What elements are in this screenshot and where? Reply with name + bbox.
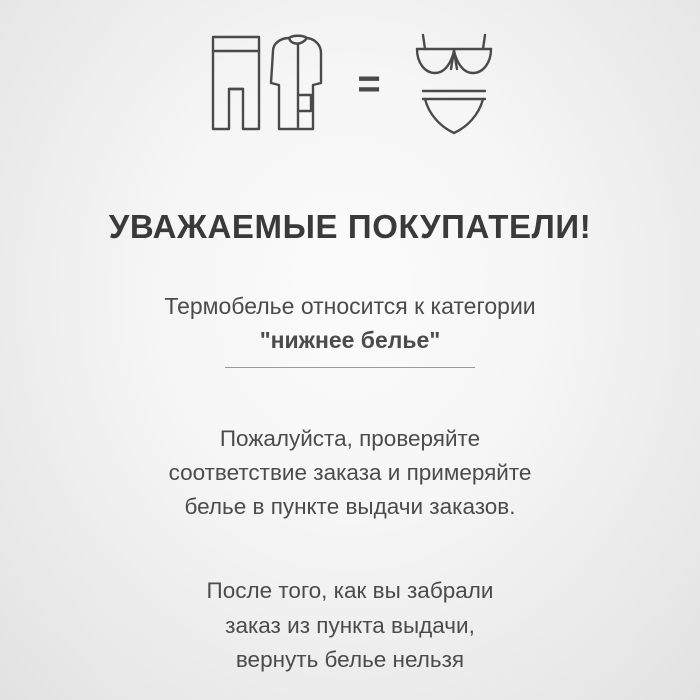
thermal-underwear-set-icon [203, 29, 327, 144]
check-note-line-2: соответствие заказа и примеряйте [168, 459, 532, 485]
icon-row [203, 26, 496, 146]
warning-note-line-2: заказ из пункта выдачи, [225, 612, 475, 638]
divider [225, 367, 475, 368]
equals-sign: = [357, 62, 381, 106]
category-note-intro: Термобелье относится к категории [164, 293, 536, 319]
warning-note-line-3: вернуть белье нельзя [235, 646, 465, 672]
warning-note-line-1: После того, как вы забрали [206, 578, 494, 604]
category-note [164, 292, 535, 368]
bra-and-panties-icon [411, 29, 497, 144]
check-note [169, 422, 532, 525]
category-note-emphasis: "нижнее белье" [259, 326, 441, 353]
warning-note [207, 574, 494, 677]
page-title: УВАЖАЕМЫЕ ПОКУПАТЕЛИ! [108, 208, 592, 245]
check-note-line-3: белье в пункте выдачи заказов. [184, 494, 516, 520]
check-note-line-1: Пожалуйста, проверяйте [219, 425, 481, 451]
